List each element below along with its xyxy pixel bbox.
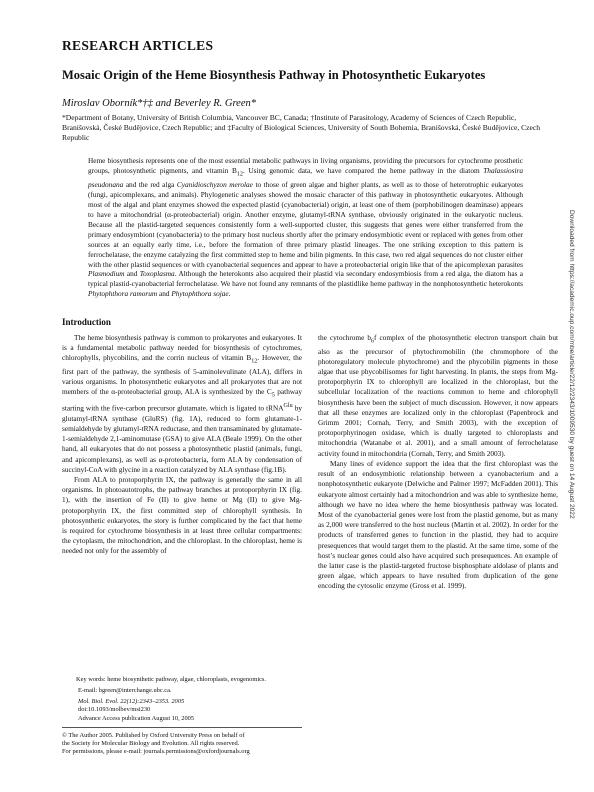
email: E-mail: bgreen@interchange.ubc.ca.	[78, 687, 172, 695]
species-name: Phytophthora ramorum	[88, 289, 158, 299]
doi: doi:10.1093/molbev/msi230	[78, 706, 151, 714]
abstract-text: . Using genomic data, we have compared the heme pathway in the diatom	[242, 165, 484, 175]
paragraph: The heme biosynthesis pathway is common to prokaryotes and eukaryotes. It is a fundamental metabolic pathway needed for biosynthesis of cytochromes, chlorophylls, phycobilins, and the corrin nucleus of vitamin $B_{12}$. However, the first part of the pathway, the synthesis of 5-aminolevulinate (ALA), differs in various organisms. In photosynthetic eukaryotes and all prokaryotes that are not members of the α-proteobacterial group, ALA is synthesized by the $C_5$ pathway starting with the five-carbon precursor glutamate, which is ligated to tRNA$^{Glu}$ by glutamyl-tRNA synthase (GluRS) (fig. 1A), reduced to form glutamate-1-semialdehyde by glutamyl-tRNA reductase, and then transaminated by glutamate-1-semialdehyde 2,1-aminomutase (GSA) to give ALA (Beale 1999). On the other hand, all eukaryotes that do not possess a photosynthetic plastid (animals, fungi, and apicomplexans), as well as α-proteobacteria, form ALA by condensation of succinyl-CoA with glycine in a reaction catalyzed by ALA synthase (fig.1B).	[62, 333, 302, 474]
article-title: Mosaic Origin of the Heme Biosynthesis Pathway in Photosynthetic Eukaryotes	[62, 68, 486, 82]
species-name: Plasmodium	[88, 269, 125, 279]
copyright-line: © The Author 2005. Published by Oxford University Press on behalf of	[62, 732, 245, 739]
abstract-text: Heme biosynthesis represents one of the most essential metabolic pathways in living organisms, providing the precursors for cytochrome prosthetic groups, photosynthetic pigments, and vitamin B	[88, 156, 523, 175]
paragraph: Many lines of evidence support the idea that the first chloroplast was the result of an endosymbiotic relationship between a cyanobacterium and a nonphotosynthetic eukaryote (Delwiche and Palmer 1997; McFadden 2001). This eukaryote almost certainly had a mitochondrion and was able to synthesize heme, although we have no idea where the heme biosynthesis pathway was located. Most of the cyanobacterial genes were lost from the plastid genome, but as many as 2,000 were transferred to the host nucleus (Martin et al. 2002). In order for the products of transferred genes to function in the plastid, they had to acquire presequences that would target them to the plastid. At the same time, some of the host’s nuclear genes could also have acquired such presequences. An example of the latter case is the plastid-targeted fructose bisphosphate aldolase of plants and green algae, which appears to have resulted from duplication of the gene encoding the cytosolic enzyme (Gross et al. 1999).	[318, 458, 558, 591]
body-column-right	[318, 333, 558, 592]
abstract-text: .	[228, 289, 231, 299]
abstract	[88, 156, 523, 299]
species-name: Toxoplasma	[139, 269, 175, 279]
abstract-text: . Although the heterokonts also acquired their plastid via secondary endosymbiosis from a red alga, the diatom has a typical plastid-cyanobacterial ferrochelatase. We have not found any remnants of the plastidlike heme pathway in the nonphotosynthetic heterokonts	[88, 269, 523, 289]
journal-citation: Mol. Biol. Evol. 22(12):2343–2353. 2005	[78, 697, 185, 705]
copyright	[62, 732, 302, 757]
paragraph: the cytochrome $b_6f$ complex of the photosynthetic electron transport chain but also as the precursor of phytochromobilin (the chromophore of the photoregulatory molecule phytochrome) and the phycobilin pigments in those algae that use phycobilisomes for light harvesting. In plants, the steps from Mg-protoporphyrin IX to chlorophyll are localized in the chloroplast, but the subcellular localization of the reactions common to heme and chlorophyll biosynthesis have been the subject of much discussion. However, it now appears that all these enzymes are localized only in the chloroplast (Papenbrock and Grimm 2001; Cornah, Terry, and Smith 2003), with the exception of protoporphyrinogen oxidase, which is dually targeted to chloroplasts and mitochondria (Watanabe et al. 2001), and a small amount of ferrochelatase activity found in mitochondria (Cornah, Terry, and Smith 2003).	[318, 333, 559, 458]
section-label: RESEARCH ARTICLES	[62, 38, 214, 53]
species-name: Thalassiosira pseudonana	[88, 165, 523, 190]
abstract-text: and	[124, 269, 140, 279]
copyright-line: the Society for Molecular Biology and Evolution. All rights reserved.	[62, 740, 240, 748]
advance-access: Advance Access publication August 10, 2005	[78, 714, 195, 722]
species-name: Cyanidioschyzon merolae	[176, 180, 253, 190]
section-heading-introduction: Introduction	[62, 317, 111, 327]
subscript: 12	[236, 171, 243, 178]
authors: Miroslav Oborník*†‡ and Beverley R. Green*	[62, 98, 257, 109]
download-watermark	[566, 210, 578, 580]
keywords: Key words: heme biosynthetic pathway, algae, chloroplasts, evogenomics.	[76, 676, 267, 683]
abstract-text: to those of green algae and higher plants, as well as to those of heterotrophic eukaryotes (fungi, apicomplexans, and animals). Phylogenetic analyses showed the mosaic character of this pathway in photosynthetic eukaryotes. Although most of the algal and plant enzymes showed the expected plastid (cyanobacterial) origin, at least one of them (porphobilinogen deaminase) appears to have a mitochondrial (α-proteobacterial) origin. Another enzyme, glutamyl-tRNA synthase, obviously originated in the eukaryotic nucleus. Because all the plastid-targeted sequences consistently form a well-supported cluster, this suggests that genes were either transferred from the primary endosymbiont (cyanobacteria) to the primary host nucleus shortly after the primary endosymbiotic event or replaced with genes from other sources at an equally early time, i.e., before the formation of three primary plastid lineages. The one striking exception to this pattern is ferrochelatase, the enzyme catalyzing the first committed step to heme and bilin pigments. In this case, two red algal sequences do not cluster either with the other plastid sequences or with cyanobacterial sequences and appear to have a proteobacterial origin like that of the apicomplexan parasites	[88, 180, 523, 269]
body-column-left	[62, 333, 302, 557]
abstract-text: and the red alga	[123, 180, 177, 190]
footer-divider	[62, 727, 302, 728]
abstract-text: and	[157, 289, 172, 299]
paragraph: From ALA to protoporphyrin IX, the pathway is generally the same in all organisms. In photoautotrophs, the pathway branches at protoporphyrin IX (fig. 1), with the insertion of Fe (II) to give heme or Mg (II) to give Mg-protoporphyrin IX, the first committed step of chlorophyll synthesis. In photosynthetic eukaryotes, the story is further complicated by the fact that heme is required for cytochrome biosynthesis in at least three cellular compartments: the cytoplasm, the mitochondrion, and the chloroplast. In the chloroplast, heme is needed not only for the assembly of	[62, 474, 302, 556]
article-metadata	[62, 676, 302, 723]
copyright-line: For permissions, please e-mail: journals.permissions@oxfordjournals.org	[62, 748, 250, 756]
species-name: Phytophthora sojae	[171, 289, 229, 299]
download-notice-text: Downloaded from https://academic.oup.com/mbe/article/22/12/2343/1009530 by guest on 14 August 2022	[568, 210, 575, 519]
affiliations: *Department of Botany, University of British Columbia, Vancouver BC, Canada; †Institute of Parasitology, Academy of Sciences of Czech Republic, Branišovská, České Budějovice, Czech Republic; and ‡Faculty of Biological Sciences, University of South Bohemia, Branišovská, České Budějovice, Czech Republic	[62, 113, 541, 143]
